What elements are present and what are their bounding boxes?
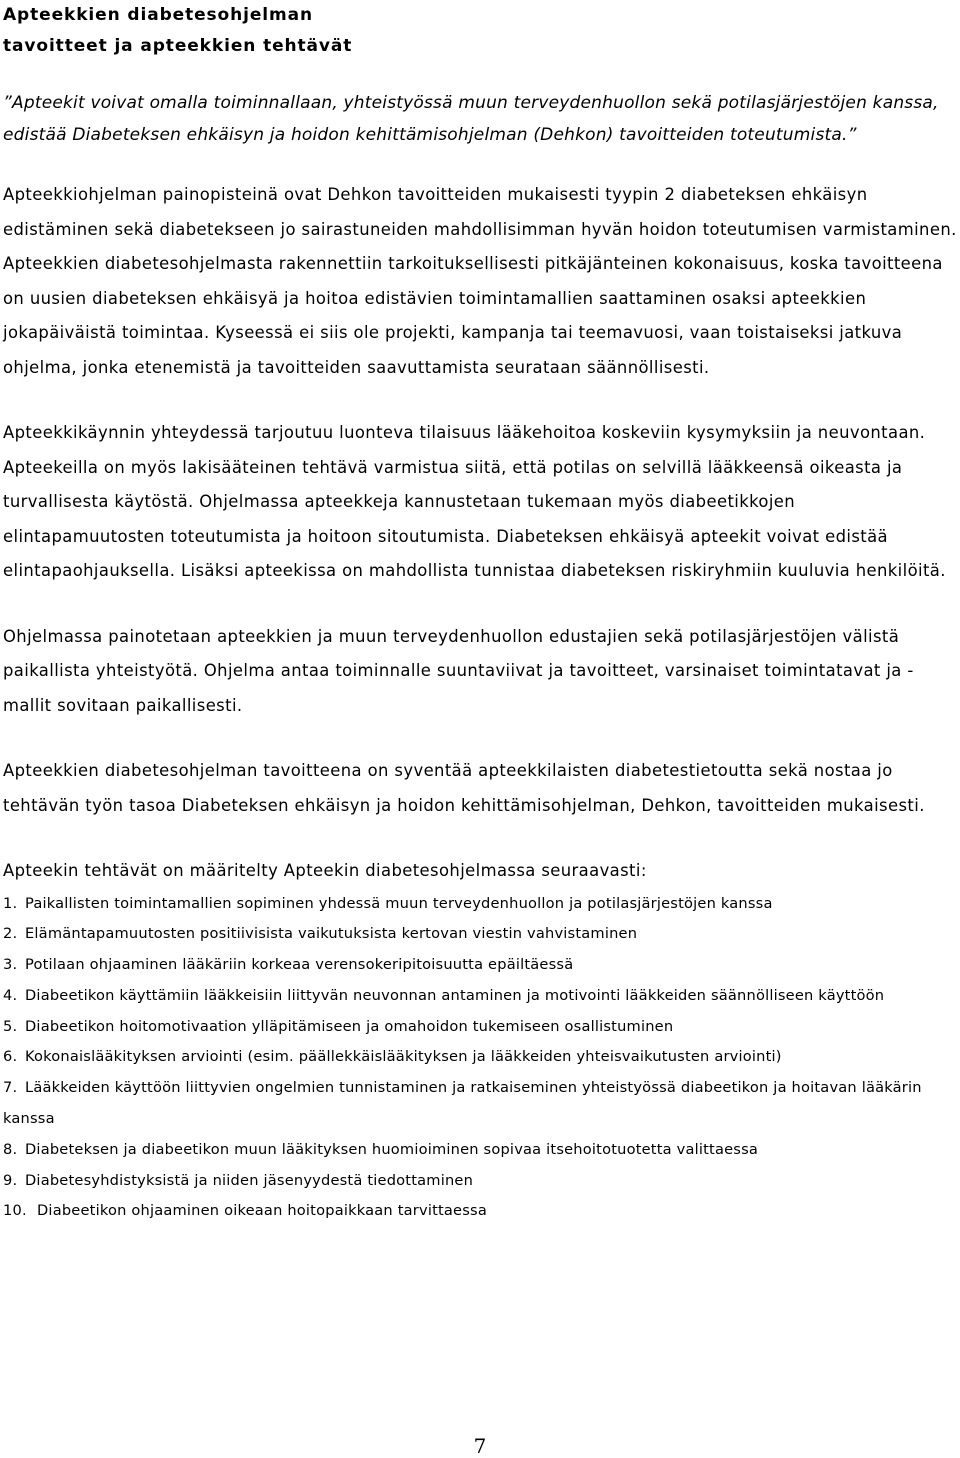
list-item-text: Diabeetikon käyttämiin lääkkeisiin liittyvän neuvonnan antaminen ja motivointi lääkkeiden säännölliseen käyttöön xyxy=(25,986,885,1004)
list-item xyxy=(3,1012,957,1043)
list-item-text: Potilaan ohjaaminen lääkäriin korkeaa verensokeripitoisuutta epäiltäessä xyxy=(25,956,574,974)
list-item xyxy=(3,1135,957,1166)
tasks-list xyxy=(3,889,957,1228)
title-line-2: tavoitteet ja apteekkien tehtävät xyxy=(3,36,353,56)
list-item-number: 8. xyxy=(3,1140,18,1158)
list-item-text: Lääkkeiden käyttöön liittyvien ongelmien tunnistaminen ja ratkaiseminen yhteistyössä diabeetikon ja hoitavan lääkärin kanssa xyxy=(3,1079,922,1128)
list-item xyxy=(3,1073,957,1135)
list-item-text: Kokonaislääkityksen arviointi (esim. päällekkäislääkityksen ja lääkkeiden yhteisvaikutusten arviointi) xyxy=(25,1048,782,1066)
list-item-number: 5. xyxy=(3,1017,18,1035)
list-item-number: 10. xyxy=(3,1202,27,1220)
list-item xyxy=(3,1196,957,1227)
paragraph-program-focus: Apteekkiohjelman painopisteinä ovat Dehkon tavoitteiden mukaisesti tyypin 2 diabeteksen ehkäisyn edistäminen sekä diabetekseen jo sairastuneiden mahdollisimman hyvän hoidon toteutumisen varmistaminen. Apteekkien diabetesohjelmasta rakennettiin tarkoituksellisesti pitkäjänteinen kokonaisuus, koska tavoitteena on uusien diabeteksen ehkäisyä ja hoitoa edistävien toimintamallien saattaminen osaksi apteekkien jokapäiväistä toimintaa. Kyseessä ei siis ole projekti, kampanja tai teemavuosi, vaan toistaiseksi jatkuva ohjelma, jonka etenemistä ja tavoitteiden saavuttamista seurataan säännöllisesti. xyxy=(3,185,957,377)
paragraph-tasks-intro: Apteekin tehtävät on määritelty Apteekin diabetesohjelmassa seuraavasti: xyxy=(3,861,647,880)
list-item-number: 6. xyxy=(3,1048,18,1066)
intro-quote: ”Apteekit voivat omalla toiminnallaan, yhteistyössä muun terveydenhuollon sekä potilasjärjestöjen kanssa, edistää Diabeteksen ehkäisyn ja hoidon kehittämisohjelman (Dehkon) tavoitteiden toteutumista.” xyxy=(3,93,939,145)
list-item xyxy=(3,981,957,1012)
list-item xyxy=(3,919,957,950)
list-item-number: 3. xyxy=(3,956,18,974)
list-item xyxy=(3,1042,957,1073)
page-title xyxy=(3,0,957,62)
paragraph-program-goal: Apteekkien diabetesohjelman tavoitteena on syventää apteekkilaisten diabetestietoutta sekä nostaa jo tehtävän työn tasoa Diabeteksen ehkäisyn ja hoidon kehittämisohjelman, Dehkon, tavoitteiden mukaisesti. xyxy=(3,761,925,815)
list-item-text: Elämäntapamuutosten positiivisista vaikutuksista kertovan viestin vahvistaminen xyxy=(25,925,638,943)
list-item-number: 1. xyxy=(3,894,18,912)
list-item-text: Diabeteksen ja diabeetikon muun lääkityksen huomioiminen sopivaa itsehoitotuotetta valittaessa xyxy=(25,1140,759,1158)
page-number: 7 xyxy=(473,1434,487,1458)
list-item-number: 9. xyxy=(3,1171,18,1189)
title-line-1: Apteekkien diabetesohjelman xyxy=(3,5,313,25)
list-item xyxy=(3,950,957,981)
list-item xyxy=(3,889,957,920)
paragraph-cooperation: Ohjelmassa painotetaan apteekkien ja muun terveydenhuollon edustajien sekä potilasjärjestöjen välistä paikallista yhteistyötä. Ohjelma antaa toiminnalle suuntaviivat ja tavoitteet, varsinaiset toimintatavat ja -mallit sovitaan paikallisesti. xyxy=(3,626,914,715)
paragraph-pharmacy-visit: Apteekkikäynnin yhteydessä tarjoutuu luonteva tilaisuus lääkehoitoa koskeviin kysymyksiin ja neuvontaan. Apteekeilla on myös lakisääteinen tehtävä varmistua siitä, että potilas on selvillä lääkkeensä oikeasta ja turvallisesta käytöstä. Ohjelmassa apteekkeja kannustetaan tukemaan myös diabeetikkojen elintapamuutosten toteutumista ja hoitoon sitoutumista. Diabeteksen ehkäisyä apteekit voivat edistää elintapaohjauksella. Lisäksi apteekissa on mahdollista tunnistaa diabeteksen riskiryhmiin kuuluvia henkilöitä. xyxy=(3,423,946,580)
list-item-text: Diabeetikon hoitomotivaation ylläpitämiseen ja omahoidon tukemiseen osallistuminen xyxy=(25,1017,674,1035)
list-item-number: 2. xyxy=(3,925,18,943)
list-item-number: 4. xyxy=(3,986,18,1004)
list-item-number: 7. xyxy=(3,1079,18,1097)
list-item xyxy=(3,1166,957,1197)
list-item-text: Diabeetikon ohjaaminen oikeaan hoitopaikkaan tarvittaessa xyxy=(37,1202,487,1220)
page-content xyxy=(3,0,957,1227)
list-item-text: Paikallisten toimintamallien sopiminen yhdessä muun terveydenhuollon ja potilasjärjestöjen kanssa xyxy=(25,894,773,912)
list-item-text: Diabetesyhdistyksistä ja niiden jäsenyydestä tiedottaminen xyxy=(25,1171,474,1189)
